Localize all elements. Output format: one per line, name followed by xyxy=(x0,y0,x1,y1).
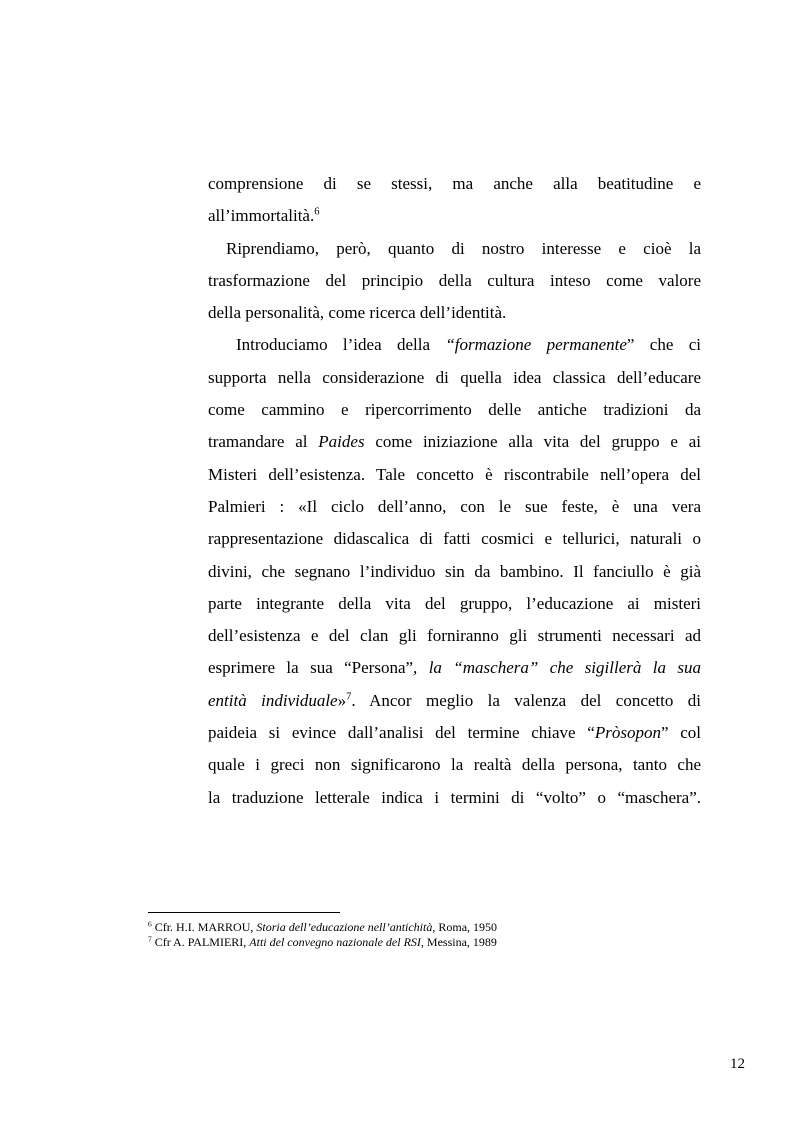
text-span: Introduciamo l’idea della xyxy=(236,335,446,355)
footnote-title: Atti del convegno nazionale del RSI, xyxy=(249,934,424,949)
page-number: 12 xyxy=(730,1056,745,1072)
text-line: Misteri dell’esistenza. Tale concetto è riscontrabile nell’opera del xyxy=(208,464,701,484)
text-span: ” col xyxy=(660,723,701,743)
text-line xyxy=(208,200,701,232)
text-line xyxy=(208,717,701,749)
text-span: . Ancor meglio la valenza del concetto di xyxy=(351,690,701,710)
footnote-text: , Roma, 1950 xyxy=(432,920,498,934)
italic-phrase: , la “maschera” che sigillerà la sua xyxy=(413,658,701,678)
text-line xyxy=(208,329,701,361)
text-line xyxy=(208,685,701,717)
text-line: dell’esistenza e del clan gli forniranno gli strumenti necessari ad xyxy=(208,626,701,646)
text-line: comprensione di se stessi, ma anche alla beatitudine e xyxy=(208,174,701,193)
text-line: come cammino e ripercorrimento delle antiche tradizioni da xyxy=(208,400,701,420)
text-line: della personalità, come ricerca dell’identità. xyxy=(208,303,507,323)
text-span: esprimere la sua “Persona” xyxy=(208,658,414,678)
text-span: tramandare al xyxy=(208,432,319,452)
text-span: ” che ci xyxy=(626,335,701,355)
text-line: divini, che segnano l’individuo sin da bambino. Il fanciullo è già xyxy=(208,561,701,581)
text-line: parte integrante della vita del gruppo, l’educazione ai misteri xyxy=(208,593,701,613)
text-span: come iniziazione alla vita del gruppo e ai xyxy=(364,432,702,452)
footnote-ref[interactable]: 7 xyxy=(346,691,352,703)
text-line: quale i greci non significarono la realtà della persona, tanto che xyxy=(208,755,701,775)
text-line: supporta nella considerazione di quella idea classica dell’educare xyxy=(208,367,701,387)
footnotes xyxy=(148,920,708,949)
text-span: all’immortalità. xyxy=(208,206,315,226)
italic-phrase: entità individuale xyxy=(208,690,338,710)
text-line: Palmieri : «Il ciclo dell’anno, con le sue feste, è una vera xyxy=(208,496,701,516)
footnote-title: Storia dell’educazione nell’antichità xyxy=(256,920,433,934)
text-line xyxy=(208,652,701,684)
footnote-number: 7 xyxy=(148,934,152,944)
footnote-text: Messina, 1989 xyxy=(423,934,497,949)
footnote-text: Cfr A. PALMIERI, xyxy=(151,934,250,949)
footnote xyxy=(148,920,708,935)
footnote-text: Cfr. H.I. MARROU, xyxy=(151,920,257,934)
body-text xyxy=(208,168,701,814)
text-line: trasformazione del principio della cultura inteso come valore xyxy=(208,270,701,290)
footnote-number: 6 xyxy=(148,919,152,929)
text-span: » xyxy=(337,690,347,710)
footnote-ref[interactable]: 6 xyxy=(314,206,320,218)
footnote xyxy=(148,935,708,950)
text-span: paideia si evince dall’analisi del termine chiave “ xyxy=(208,723,595,743)
text-line: la traduzione letterale indica i termini di “volto” o “maschera”. xyxy=(208,787,701,807)
footnote-separator xyxy=(148,912,340,913)
text-line xyxy=(208,426,701,458)
text-line: rappresentazione didascalica di fatti cosmici e tellurici, naturali o xyxy=(208,529,701,549)
italic-phrase: “formazione permanente xyxy=(445,335,627,355)
italic-phrase: Pròsopon xyxy=(594,723,661,743)
italic-phrase: Paides xyxy=(318,432,365,452)
text-line: Riprendiamo, però, quanto di nostro interesse e cioè la xyxy=(226,238,701,258)
